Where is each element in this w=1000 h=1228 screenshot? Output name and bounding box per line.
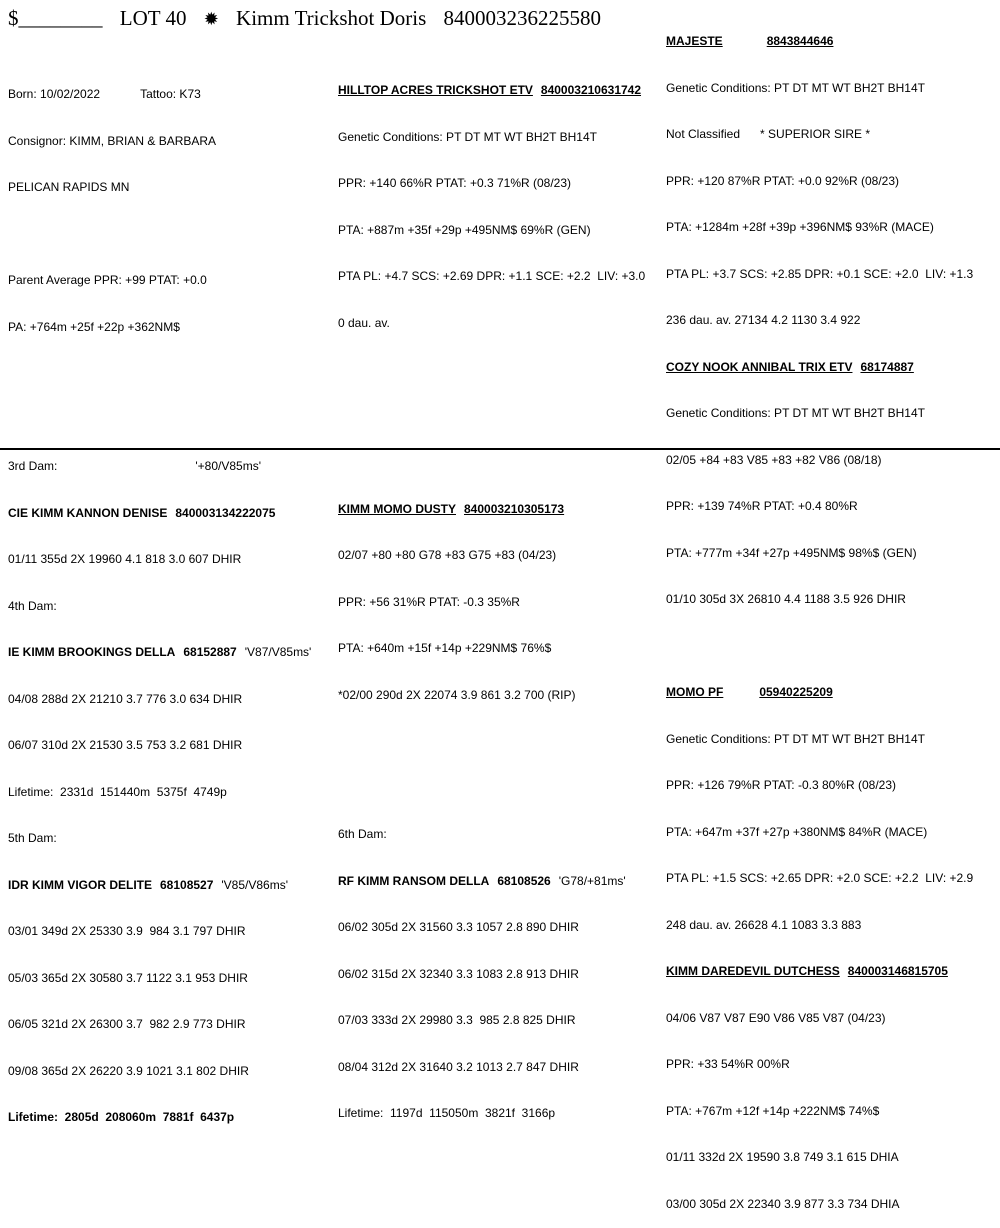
majeste-line: PTA PL: +3.7 SCS: +2.85 DPR: +0.1 SCE: +2.0 LIV: +1.3 (666, 266, 974, 281)
fifth-dam-record: 05/03 365d 2X 30580 3.7 1122 3.1 953 DHIR (8, 970, 248, 985)
cozy-line: Genetic Conditions: PT DT MT WT BH2T BH14T (666, 406, 925, 420)
momo-name-row (666, 685, 996, 701)
fourth-dam-score: 'V87/V85ms' (244, 645, 312, 659)
fifth-dam-record: 06/05 321d 2X 26300 3.7 982 2.9 773 DHIR (8, 1017, 246, 1031)
momo-line: PTA PL: +1.5 SCS: +2.65 DPR: +2.0 SCE: +2.2 LIV: +2.9 (666, 871, 974, 885)
sixth-dam-score: 'G78/+81ms' (558, 873, 626, 888)
fifth-dam-reg: 68108527 (160, 877, 214, 892)
dam-name-row (338, 502, 656, 518)
daredevil-line: 04/06 V87 V87 E90 V86 V85 V87 (04/23) (666, 1010, 886, 1025)
third-dam-name: CIE KIMM KANNON DENISE (8, 505, 168, 520)
fifth-dam-lifetime: Lifetime: 2805d 208060m 7881f 6437p (8, 1110, 235, 1124)
fourth-dam-heading: 4th Dam: (8, 598, 57, 613)
daredevil-line: PPR: +33 54%R 00%R (666, 1057, 790, 1071)
fourth-dam-record: 04/08 288d 2X 21210 3.7 776 3.0 634 DHIR (8, 691, 243, 706)
majeste-line: PTA: +1284m +28f +39p +396NM$ 93%R (MACE) (666, 220, 934, 234)
third-dam-heading-row (8, 459, 326, 475)
column-animal-info (8, 56, 326, 1141)
parent-average-pta: PA: +764m +25f +22p +362NM$ (8, 319, 180, 334)
cozy-name-row (666, 360, 996, 376)
bottom-divider (0, 448, 1000, 450)
price-blank: $________ (8, 6, 103, 30)
majeste-line: Genetic Conditions: PT DT MT WT BH2T BH14T (666, 80, 925, 95)
third-dam-score: '+80/V85ms' (195, 459, 261, 473)
column-sire-dam (338, 52, 656, 1137)
majeste-name-row (666, 34, 996, 50)
cozy-line: PTA: +777m +34f +27p +495NM$ 98%$ (GEN) (666, 545, 917, 560)
cozy-line: 02/05 +84 +83 V85 +83 +82 V86 (08/18) (666, 452, 882, 467)
fifth-dam-record: 03/01 349d 2X 25330 3.9 984 3.1 797 DHIR (8, 924, 246, 938)
majeste-line: PPR: +120 87%R PTAT: +0.0 92%R (08/23) (666, 173, 900, 188)
sire-line: PPR: +140 66%R PTAT: +0.3 71%R (08/23) (338, 176, 572, 190)
daredevil-reg: 840003146815705 (847, 964, 948, 978)
fourth-dam-record: 06/07 310d 2X 21530 3.5 753 3.2 681 DHIR (8, 738, 243, 752)
momo-line: PPR: +126 79%R PTAT: -0.3 80%R (08/23) (666, 778, 896, 792)
sixth-dam-reg: 68108526 (497, 873, 551, 888)
fourth-dam-reg: 68152887 (183, 645, 237, 659)
fourth-dam-lifetime: Lifetime: 2331d 151440m 5375f 4749p (8, 784, 227, 799)
lot-header (8, 6, 613, 31)
sire-line: PTA: +887m +35f +29p +495NM$ 69%R (GEN) (338, 222, 591, 237)
sixth-dam-name-row (338, 874, 656, 890)
location: PELICAN RAPIDS MN (8, 180, 130, 194)
momo-name: MOMO PF (666, 685, 724, 699)
parent-average: Parent Average PPR: +99 PTAT: +0.0 (8, 273, 207, 287)
momo-reg: 05940225209 (759, 685, 833, 699)
fifth-dam-record: 09/08 365d 2X 26220 3.9 1021 3.1 802 DHIR (8, 1063, 249, 1078)
dam-reg: 840003210305173 (464, 501, 565, 516)
fifth-dam-name: IDR KIMM VIGOR DELITE (8, 877, 152, 892)
third-dam-reg: 840003134222075 (175, 505, 276, 520)
cozy-line: 01/10 305d 3X 26810 4.4 1188 3.5 926 DHIR (666, 592, 906, 606)
dam-line: PPR: +56 31%R PTAT: -0.3 35%R (338, 594, 520, 609)
dam-name: KIMM MOMO DUSTY (338, 501, 456, 516)
sixth-dam-record: 07/03 333d 2X 29980 3.3 985 2.8 825 DHIR (338, 1013, 576, 1027)
momo-line: Genetic Conditions: PT DT MT WT BH2T BH14T (666, 731, 925, 746)
third-dam-record: 01/11 355d 2X 19960 4.1 818 3.0 607 DHIR (8, 552, 242, 566)
lot-number: LOT 40 (119, 6, 187, 30)
dam-line: PTA: +640m +15f +14p +229NM$ 76%$ (338, 641, 552, 655)
sixth-dam-record: 06/02 315d 2X 32340 3.3 1083 2.8 913 DHIR (338, 966, 579, 981)
starburst-icon: ✹ (203, 9, 219, 29)
daredevil-line: 03/00 305d 2X 22340 3.9 877 3.3 734 DHIA (666, 1196, 900, 1211)
sire-name: HILLTOP ACRES TRICKSHOT ETV (338, 83, 533, 97)
majeste-reg: 8843844646 (766, 34, 834, 48)
sixth-dam-name: RF KIMM RANSOM DELLA (338, 873, 490, 888)
fifth-dam-score: 'V85/V86ms' (221, 877, 289, 892)
fifth-dam-heading: 5th Dam: (8, 831, 57, 845)
third-dam-heading: 3rd Dam: (8, 459, 58, 473)
sire-name-row (338, 83, 656, 99)
daredevil-line: 01/11 332d 2X 19590 3.8 749 3.1 615 DHIA (666, 1150, 899, 1164)
cozy-name: COZY NOOK ANNIBAL TRIX ETV (666, 359, 853, 374)
fourth-dam-name: IE KIMM BROOKINGS DELLA (8, 645, 176, 659)
dam-line: *02/00 290d 2X 22074 3.9 861 3.2 700 (RIP) (338, 687, 576, 702)
sixth-dam-lifetime: Lifetime: 1197d 115050m 3821f 3166p (338, 1106, 556, 1120)
sixth-dam-record: 08/04 312d 2X 31640 3.2 1013 2.7 847 DHIR (338, 1059, 579, 1074)
animal-registration: 840003236225580 (443, 6, 601, 30)
sixth-dam-heading: 6th Dam: (338, 827, 387, 841)
sire-line: Genetic Conditions: PT DT MT WT BH2T BH14T (338, 129, 597, 144)
fourth-dam-name-row (8, 645, 326, 661)
majeste-line: Not Classified * SUPERIOR SIRE * (666, 127, 871, 141)
sixth-dam-record: 06/02 305d 2X 31560 3.3 1057 2.8 890 DHIR (338, 920, 579, 934)
cozy-reg: 68174887 (860, 359, 914, 374)
cozy-line: PPR: +139 74%R PTAT: +0.4 80%R (666, 499, 858, 513)
majeste-line: 236 dau. av. 27134 4.2 1130 3.4 922 (666, 313, 861, 327)
born-date: Born: 10/02/2022 (8, 87, 101, 101)
born-tattoo-row (8, 87, 326, 103)
daredevil-line: PTA: +767m +12f +14p +222NM$ 74%$ (666, 1103, 880, 1118)
third-dam-name-row (8, 506, 326, 522)
consignor: Consignor: KIMM, BRIAN & BARBARA (8, 133, 217, 148)
momo-line: PTA: +647m +37f +27p +380NM$ 84%R (MACE) (666, 824, 928, 839)
tattoo: Tattoo: K73 (140, 87, 201, 101)
animal-name: Kimm Trickshot Doris (236, 6, 427, 30)
momo-line: 248 dau. av. 26628 4.1 1083 3.3 883 (666, 917, 862, 932)
sire-line: 0 dau. av. (338, 315, 390, 330)
sire-line: PTA PL: +4.7 SCS: +2.69 DPR: +1.1 SCE: +2.2 LIV: +3.0 (338, 269, 646, 283)
daredevil-name-row (666, 964, 996, 980)
daredevil-name: KIMM DAREDEVIL DUTCHESS (666, 964, 840, 978)
majeste-name: MAJESTE (666, 34, 723, 48)
fifth-dam-name-row (8, 878, 326, 894)
dam-line: 02/07 +80 +80 G78 +83 G75 +83 (04/23) (338, 548, 557, 562)
column-grandsires (666, 3, 996, 1228)
sire-reg: 840003210631742 (540, 83, 642, 97)
